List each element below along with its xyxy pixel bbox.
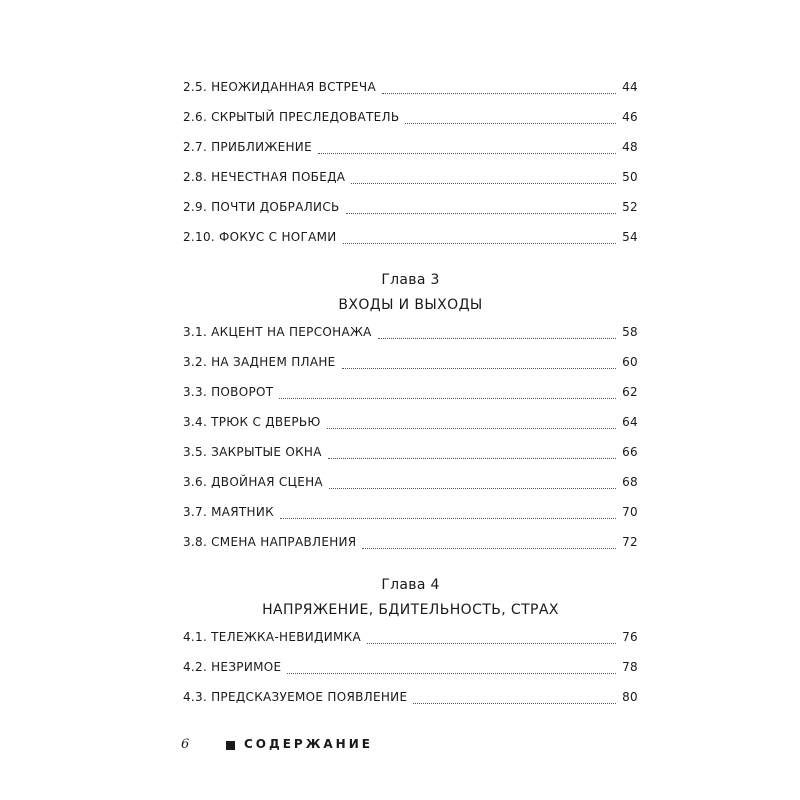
- entry-number: 4.2.: [183, 660, 208, 674]
- entry-number: 2.8.: [183, 170, 208, 184]
- entry-number: 3.4.: [183, 415, 208, 429]
- toc-entry[interactable]: [183, 325, 638, 345]
- entry-page: 54: [622, 230, 638, 244]
- toc-entry[interactable]: [183, 355, 638, 375]
- entry-title: ТРЮК С ДВЕРЬЮ: [211, 415, 321, 429]
- dot-leader: [343, 243, 616, 244]
- entry-title: НЕОЖИДАННАЯ ВСТРЕЧА: [211, 80, 376, 94]
- toc-entry[interactable]: [183, 140, 638, 160]
- entry-page: 68: [622, 475, 638, 489]
- dot-leader: [346, 213, 616, 214]
- entry-title: ДВОЙНАЯ СЦЕНА: [211, 475, 323, 489]
- toc-entry[interactable]: [183, 445, 638, 465]
- entry-title: МАЯТНИК: [211, 505, 274, 519]
- dot-leader: [287, 673, 616, 674]
- toc-entry[interactable]: [183, 230, 638, 250]
- entry-number: 3.8.: [183, 535, 208, 549]
- toc-entry[interactable]: [183, 535, 638, 555]
- toc-entry[interactable]: [183, 505, 638, 525]
- footer-page-number: 6: [181, 737, 190, 752]
- entry-page: 44: [622, 80, 638, 94]
- entry-page: 78: [622, 660, 638, 674]
- entry-page: 46: [622, 110, 638, 124]
- entry-number: 4.3.: [183, 690, 208, 704]
- entry-number: 2.9.: [183, 200, 208, 214]
- chapter-title: ВХОДЫ И ВЫХОДЫ: [338, 297, 483, 313]
- entry-number: 3.1.: [183, 325, 208, 339]
- toc-entry[interactable]: [183, 385, 638, 405]
- dot-leader: [405, 123, 616, 124]
- entry-title: АКЦЕНТ НА ПЕРСОНАЖА: [211, 325, 372, 339]
- dot-leader: [413, 703, 616, 704]
- entry-title: ПОЧТИ ДОБРАЛИСЬ: [211, 200, 340, 214]
- entry-number: 2.7.: [183, 140, 208, 154]
- dot-leader: [280, 518, 616, 519]
- entry-number: 3.7.: [183, 505, 208, 519]
- chapter-label: Глава 3: [381, 272, 440, 288]
- entry-title: СМЕНА НАПРАВЛЕНИЯ: [211, 535, 357, 549]
- entry-title: НЕЧЕСТНАЯ ПОБЕДА: [211, 170, 346, 184]
- entry-title: ПРЕДСКАЗУЕМОЕ ПОЯВЛЕНИЕ: [211, 690, 408, 704]
- toc-entry[interactable]: [183, 170, 638, 190]
- entry-page: 52: [622, 200, 638, 214]
- dot-leader: [318, 153, 616, 154]
- entry-page: 76: [622, 630, 638, 644]
- entry-title: СКРЫТЫЙ ПРЕСЛЕДОВАТЕЛЬ: [211, 110, 400, 124]
- chapter-label: Глава 4: [381, 577, 440, 593]
- dot-leader: [367, 643, 616, 644]
- entry-number: 3.2.: [183, 355, 208, 369]
- square-bullet-icon: [226, 741, 235, 750]
- entry-title: ФОКУС С НОГАМИ: [219, 230, 337, 244]
- entry-number: 3.5.: [183, 445, 208, 459]
- entry-number: 4.1.: [183, 630, 208, 644]
- entry-title: НЕЗРИМОЕ: [211, 660, 282, 674]
- dot-leader: [329, 488, 616, 489]
- entry-title: ЗАКРЫТЫЕ ОКНА: [211, 445, 322, 459]
- dot-leader: [378, 338, 616, 339]
- dot-leader: [362, 548, 616, 549]
- entry-page: 50: [622, 170, 638, 184]
- entry-title: НА ЗАДНЕМ ПЛАНЕ: [211, 355, 336, 369]
- dot-leader: [351, 183, 616, 184]
- chapter-title: НАПРЯЖЕНИЕ, БДИТЕЛЬНОСТЬ, СТРАХ: [262, 602, 559, 618]
- toc-entry[interactable]: [183, 200, 638, 220]
- entry-title: ПРИБЛИЖЕНИЕ: [211, 140, 312, 154]
- entry-page: 72: [622, 535, 638, 549]
- entry-page: 60: [622, 355, 638, 369]
- entry-title: ТЕЛЕЖКА-НЕВИДИМКА: [211, 630, 361, 644]
- entry-page: 58: [622, 325, 638, 339]
- dot-leader: [279, 398, 616, 399]
- entry-number: 3.3.: [183, 385, 208, 399]
- entry-number: 2.5.: [183, 80, 208, 94]
- dot-leader: [328, 458, 616, 459]
- dot-leader: [327, 428, 616, 429]
- toc-entry[interactable]: [183, 660, 638, 680]
- toc-entry[interactable]: [183, 80, 638, 100]
- dot-leader: [342, 368, 616, 369]
- entry-page: 64: [622, 415, 638, 429]
- toc-entry[interactable]: [183, 475, 638, 495]
- toc-entry[interactable]: [183, 690, 638, 710]
- toc-entry[interactable]: [183, 110, 638, 130]
- entry-number: 2.6.: [183, 110, 208, 124]
- entry-page: 48: [622, 140, 638, 154]
- entry-number: 3.6.: [183, 475, 208, 489]
- entry-page: 80: [622, 690, 638, 704]
- entry-page: 70: [622, 505, 638, 519]
- entry-number: 2.10.: [183, 230, 216, 244]
- entry-page: 62: [622, 385, 638, 399]
- toc-entry[interactable]: [183, 415, 638, 435]
- entry-title: ПОВОРОТ: [211, 385, 274, 399]
- footer-section-title: СОДЕРЖАНИЕ: [244, 737, 373, 751]
- dot-leader: [382, 93, 616, 94]
- toc-entry[interactable]: [183, 630, 638, 650]
- entry-page: 66: [622, 445, 638, 459]
